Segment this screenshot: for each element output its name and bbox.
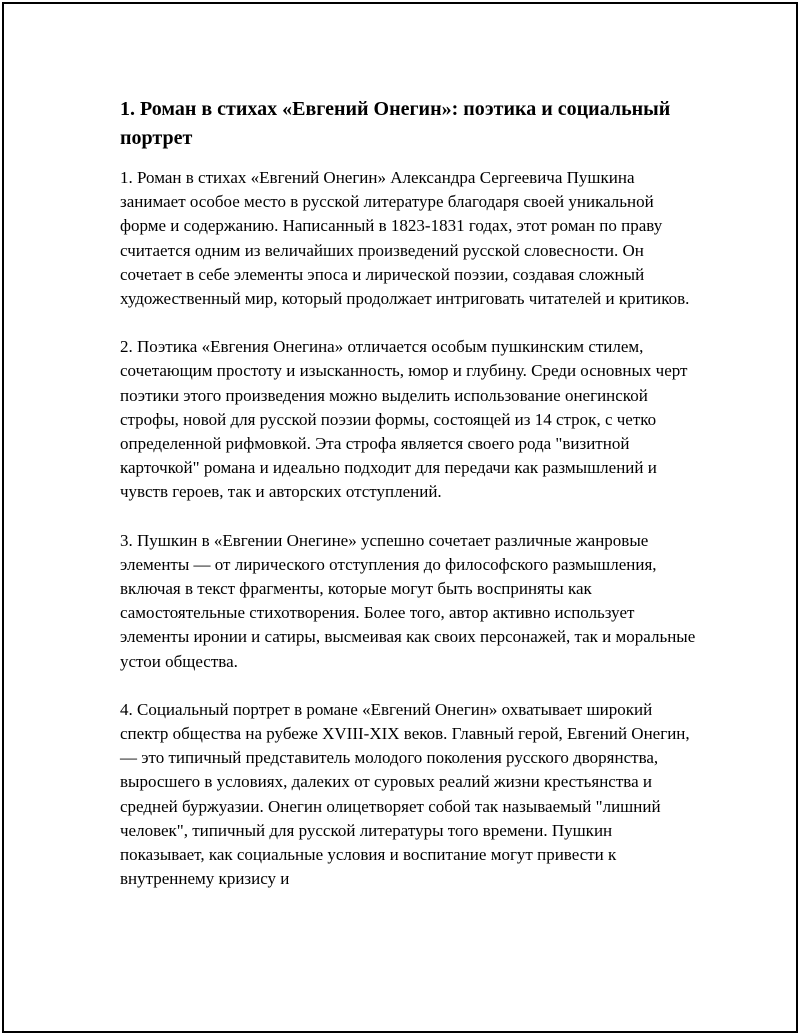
paragraph-2: 2. Поэтика «Евгения Онегина» отличается особым пушкинским стилем, сочетающим простоту и изысканность, юмор и глубину. Среди основных черт поэтики этого произведения можно выделить использование онегинской строфы, новой для русской поэзии формы, состоящей из 14 строк, с четко определенной рифмовкой. Эта строфа является своего рода "визитной карточкой" романа и идеально подходит для передачи как размышлений и чувств героев, так и авторских отступлений. bbox=[120, 337, 688, 502]
document-title: 1. Роман в стихах «Евгений Онегин»: поэтика и социальный портрет bbox=[120, 98, 671, 149]
paragraph-1: 1. Роман в стихах «Евгений Онегин» Александра Сергеевича Пушкина занимает особое место в русской литературе благодаря своей уникальной форме и содержанию. Написанный в 1823-1831 годах, этот роман по праву считается одним из величайших произведений русской словесности. Он сочетает в себе элементы эпоса и лирической поэзии, создавая сложный художественный мир, который продолжает интриговать читателей и критиков. bbox=[120, 168, 690, 309]
paragraph-4: 4. Социальный портрет в романе «Евгений Онегин» охватывает широкий спектр общества на рубеже XVIII-XIX веков. Главный герой, Евгений Онегин, — это типичный представитель молодого поколения русского дворянства, выросшего в условиях, далеких от суровых реалий жизни крестьянства и средней буржуазии. Онегин олицетворяет собой так называемый "лишний человек", типичный для русской литературы того времени. Пушкин показывает, как социальные условия и воспитание могут привести к внутреннему кризису и bbox=[120, 699, 690, 889]
document-body bbox=[120, 95, 700, 891]
paragraph-3: 3. Пушкин в «Евгении Онегине» успешно сочетает различные жанровые элементы — от лирического отступления до философского размышления, включая в текст фрагменты, которые могут быть восприняты как самостоятельные стихотворения. Более того, автор активно использует элементы иронии и сатиры, высмеивая как своих персонажей, так и моральные устои общества. bbox=[120, 530, 696, 671]
page-frame bbox=[2, 2, 798, 1033]
